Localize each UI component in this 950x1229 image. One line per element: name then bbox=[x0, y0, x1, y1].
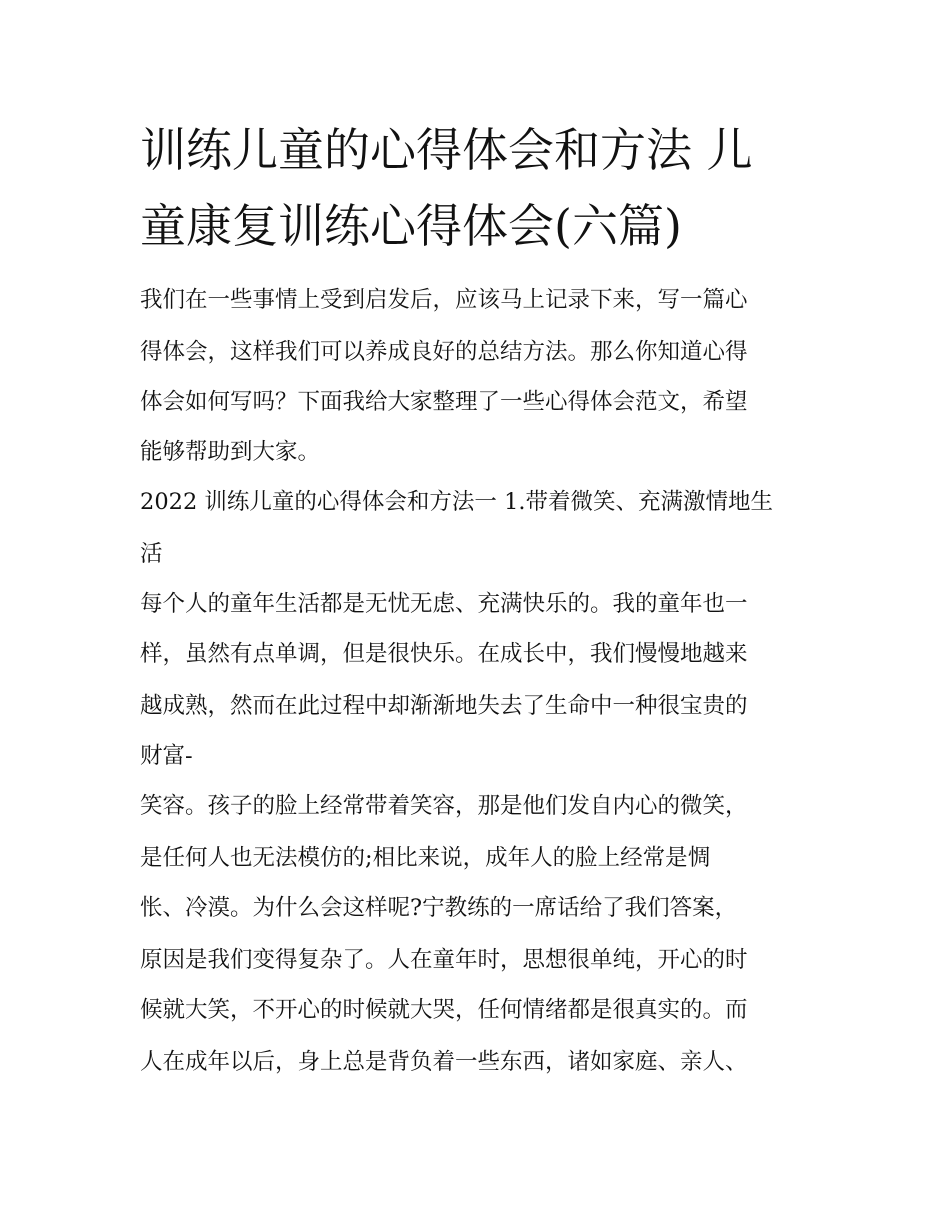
body-text-line: 是任何人也无法模仿的;相比来说，成年人的脸上经常是惆 bbox=[140, 845, 711, 871]
body-text-line: 原因是我们变得复杂了。人在童年时，思想很单纯，开心的时 bbox=[140, 947, 748, 973]
body-text-line: 财富- bbox=[140, 743, 193, 769]
body-text-line: 得体会，这样我们可以养成良好的总结方法。那么你知道心得 bbox=[140, 339, 748, 365]
body-text-line: 体会如何写吗？下面我给大家整理了一些心得体会范文，希望 bbox=[140, 389, 748, 415]
section-heading-line: 活 bbox=[140, 541, 163, 567]
body-text-line: 我们在一些事情上受到启发后，应该马上记录下来，写一篇心 bbox=[140, 287, 748, 313]
body-text-line: 越成熟，然而在此过程中却渐渐地失去了生命中一种很宝贵的 bbox=[140, 693, 748, 719]
body-text-line: 笑容。孩子的脸上经常带着笑容，那是他们发自内心的微笑， bbox=[140, 793, 748, 819]
document-title-line-2: 童康复训练心得体会(六篇) bbox=[140, 199, 682, 253]
body-text-line: 候就大笑，不开心的时候就大哭，任何情绪都是很真实的。而 bbox=[140, 997, 748, 1023]
body-text-line: 每个人的童年生活都是无忧无虑、充满快乐的。我的童年也一 bbox=[140, 591, 748, 617]
document-title-line-1: 训练儿童的心得体会和方法 儿 bbox=[140, 123, 753, 177]
body-text-line: 样，虽然有点单调，但是很快乐。在成长中，我们慢慢地越来 bbox=[140, 641, 748, 667]
body-text-line: 怅、冷漠。为什么会这样呢?宁教练的一席话给了我们答案， bbox=[140, 895, 738, 921]
body-text-line: 能够帮助到大家。 bbox=[140, 439, 321, 465]
section-heading-line: 2022 训练儿童的心得体会和方法一 1.带着微笑、充满激情地生 bbox=[140, 489, 774, 515]
body-text-line: 人在成年以后，身上总是背负着一些东西，诸如家庭、亲人、 bbox=[140, 1049, 748, 1075]
